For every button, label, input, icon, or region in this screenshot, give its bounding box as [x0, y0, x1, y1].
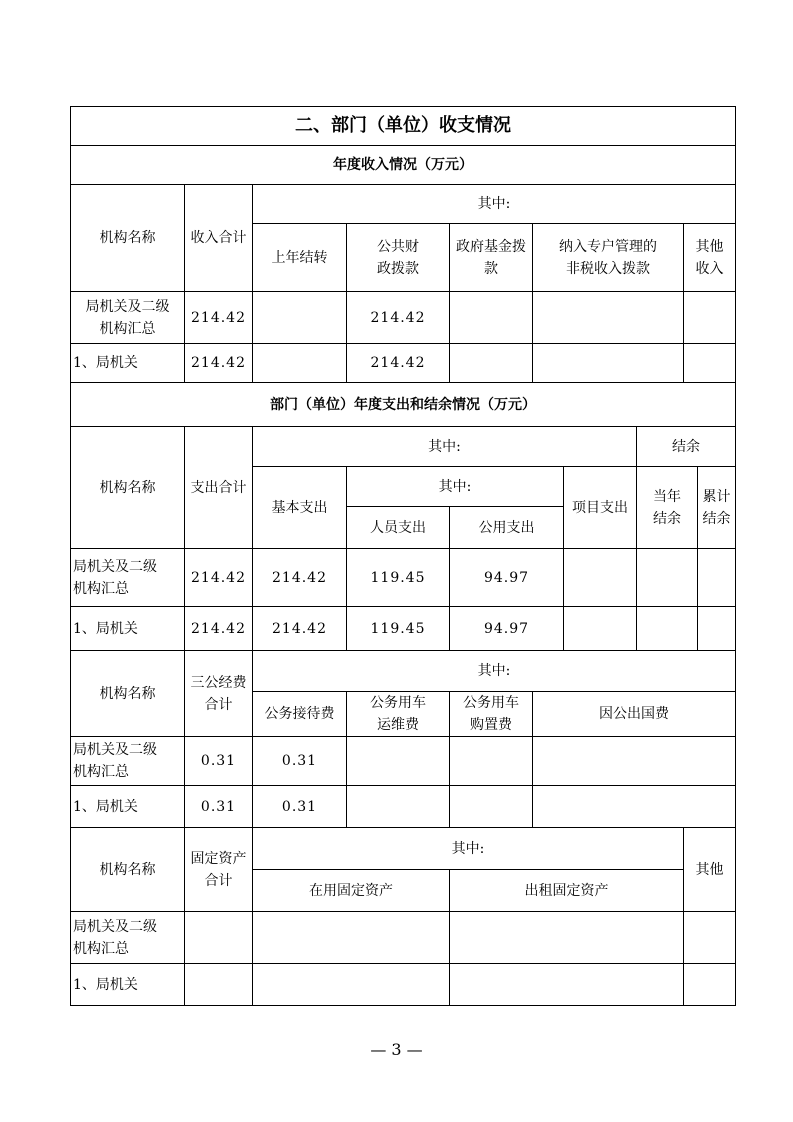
expense-col-cumulative-balance: 累计 结余	[698, 467, 736, 549]
assets-row-total	[185, 912, 253, 964]
budget-table	[70, 106, 736, 1006]
income-col-total: 收入合计	[185, 185, 253, 292]
expense-row-name: 1、局机关	[71, 607, 185, 651]
expense-col-total: 支出合计	[185, 427, 253, 549]
three-public-row-reception: 0.31	[253, 737, 347, 786]
assets-col-total: 固定资产 合计	[185, 828, 253, 912]
assets-row-other	[684, 912, 736, 964]
three-public-row-car-purchase	[450, 737, 533, 786]
assets-row-total	[185, 964, 253, 1006]
expense-col-among: 其中:	[253, 427, 637, 467]
three-public-col-name: 机构名称	[71, 651, 185, 737]
three-public-col-car-operation: 公务用车 运维费	[347, 692, 450, 737]
income-col-among: 其中:	[253, 185, 736, 224]
expense-col-name: 机构名称	[71, 427, 185, 549]
income-col-name: 机构名称	[71, 185, 185, 292]
expense-row-basic: 214.42	[253, 549, 347, 607]
expense-row-public: 94.97	[450, 549, 564, 607]
three-public-row-car-operation	[347, 737, 450, 786]
expense-row-basic: 214.42	[253, 607, 347, 651]
three-public-row-name: 1、局机关	[71, 786, 185, 828]
expense-col-personnel: 人员支出	[347, 507, 450, 549]
three-public-row-reception: 0.31	[253, 786, 347, 828]
income-row-other	[684, 292, 736, 344]
expense-row-name: 局机关及二级 机构汇总	[71, 549, 185, 607]
income-row-gov-fund	[450, 292, 533, 344]
income-row-prev-carryover	[253, 344, 347, 383]
assets-col-among: 其中:	[253, 828, 684, 870]
expense-row-project	[564, 549, 637, 607]
expense-row-current-balance	[637, 607, 698, 651]
three-public-row-total: 0.31	[185, 786, 253, 828]
income-row-fiscal: 214.42	[347, 292, 450, 344]
three-public-col-abroad: 因公出国费	[533, 692, 736, 737]
income-col-nontax: 纳入专户管理的 非税收入拨款	[533, 224, 684, 292]
expense-row-public: 94.97	[450, 607, 564, 651]
expense-row-project	[564, 607, 637, 651]
assets-row-in-use	[253, 964, 450, 1006]
expense-col-among2: 其中:	[347, 467, 564, 507]
page-number: — 3 —	[370, 1040, 423, 1059]
income-row-nontax	[533, 292, 684, 344]
report-sheet	[70, 106, 736, 1006]
three-public-row-abroad	[533, 737, 736, 786]
three-public-col-car-purchase: 公务用车 购置费	[450, 692, 533, 737]
expense-col-basic: 基本支出	[253, 467, 347, 549]
assets-col-name: 机构名称	[71, 828, 185, 912]
three-public-col-reception: 公务接待费	[253, 692, 347, 737]
assets-row-rented	[450, 912, 684, 964]
three-public-row-car-purchase	[450, 786, 533, 828]
income-row-other	[684, 344, 736, 383]
income-col-other: 其他 收入	[684, 224, 736, 292]
assets-row-other	[684, 964, 736, 1006]
expense-row-total: 214.42	[185, 607, 253, 651]
expense-row-total: 214.42	[185, 549, 253, 607]
assets-row-in-use	[253, 912, 450, 964]
expense-row-current-balance	[637, 549, 698, 607]
assets-row-name: 局机关及二级 机构汇总	[71, 912, 185, 964]
income-row-name: 1、局机关	[71, 344, 185, 383]
income-row-nontax	[533, 344, 684, 383]
assets-row-name: 1、局机关	[71, 964, 185, 1006]
three-public-row-car-operation	[347, 786, 450, 828]
assets-row-rented	[450, 964, 684, 1006]
income-row-total: 214.42	[185, 292, 253, 344]
expense-col-balance: 结余	[637, 427, 736, 467]
three-public-row-abroad	[533, 786, 736, 828]
income-heading: 年度收入情况（万元）	[71, 146, 736, 185]
expense-row-personnel: 119.45	[347, 607, 450, 651]
assets-col-rented: 出租固定资产	[450, 870, 684, 912]
expense-row-cumulative-balance	[698, 607, 736, 651]
income-row-gov-fund	[450, 344, 533, 383]
expense-row-personnel: 119.45	[347, 549, 450, 607]
expense-row-cumulative-balance	[698, 549, 736, 607]
income-row-fiscal: 214.42	[347, 344, 450, 383]
three-public-col-total: 三公经费 合计	[185, 651, 253, 737]
assets-col-other: 其他	[684, 828, 736, 912]
expense-col-current-balance: 当年 结余	[637, 467, 698, 549]
income-col-fiscal: 公共财 政拨款	[347, 224, 450, 292]
income-col-gov-fund: 政府基金拨 款	[450, 224, 533, 292]
page-title: 二、部门（单位）收支情况	[71, 107, 736, 146]
income-col-prev-carryover: 上年结转	[253, 224, 347, 292]
income-row-name: 局机关及二级 机构汇总	[71, 292, 185, 344]
three-public-col-among: 其中:	[253, 651, 736, 692]
income-row-prev-carryover	[253, 292, 347, 344]
three-public-row-total: 0.31	[185, 737, 253, 786]
expense-col-public: 公用支出	[450, 507, 564, 549]
income-row-total: 214.42	[185, 344, 253, 383]
three-public-row-name: 局机关及二级 机构汇总	[71, 737, 185, 786]
assets-col-in-use: 在用固定资产	[253, 870, 450, 912]
expense-col-project: 项目支出	[564, 467, 637, 549]
expense-heading: 部门（单位）年度支出和结余情况（万元）	[71, 383, 736, 427]
